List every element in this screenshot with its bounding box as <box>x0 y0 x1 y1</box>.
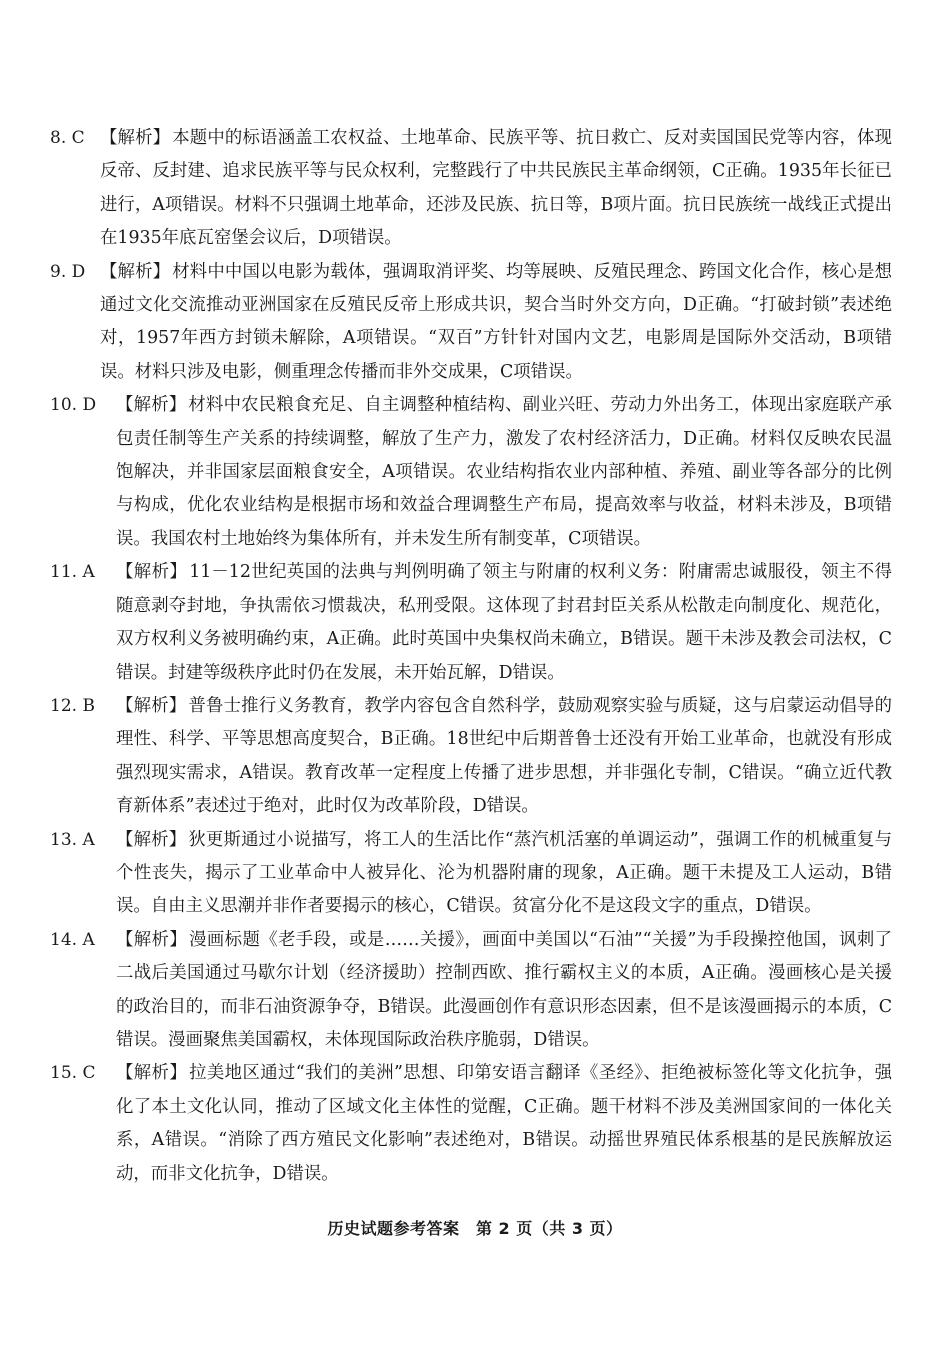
question-number: 14. A <box>50 929 95 950</box>
analysis-tag: 【解析】 <box>100 128 171 148</box>
analysis-tag: 【解析】 <box>100 261 171 282</box>
answer-item-9 <box>50 256 892 390</box>
answer-item-13 <box>50 824 892 924</box>
answer-explanation <box>100 122 892 256</box>
analysis-tag: 【解析】 <box>116 1063 188 1084</box>
question-number: 11. A <box>50 562 95 583</box>
answer-explanation <box>116 556 892 690</box>
analysis-tag: 【解析】 <box>116 929 188 950</box>
answer-item-12 <box>50 690 892 824</box>
question-number: 12. B <box>50 695 95 716</box>
explanation-text: 材料中农民粮食充足、自主调整种植结构、副业兴旺、劳动力外出务工，体现出家庭联产承包责任制等生产关系的持续调整，解放了生产力，激发了农村经济活力，D正确。材料仅反映农民温饱解决，并非国家层面粮食安全，A项错误。农业结构指农业内部种植、养殖、副业等各部分的比例与构成，优化农业结构是根据市场和效益合理调整生产布局，提高效率与收益，材料未涉及，B项错误。我国农村土地始终为集体所有，并未发生所有制变革，C项错误。 <box>116 395 892 549</box>
answer-explanation <box>116 690 892 824</box>
answer-item-8 <box>50 122 892 256</box>
answer-explanation <box>116 1057 892 1191</box>
explanation-text: 本题中的标语涵盖工农权益、土地革命、民族平等、抗日救亡、反对卖国国民党等内容，体现反帝、反封建、追求民族平等与民众权利，完整践行了中共民族民主革命纲领，C正确。1935年长征已进行，A项错误。材料不只强调土地革命，还涉及民族、抗日等，B项片面。抗日民族统一战线正式提出在1935年底瓦窑堡会议后，D项错误。 <box>100 128 892 249</box>
answer-item-14 <box>50 924 892 1058</box>
analysis-tag: 【解析】 <box>116 829 187 850</box>
answer-explanation <box>116 924 892 1058</box>
question-number: 13. A <box>50 829 95 850</box>
question-number: 8. C <box>50 128 85 148</box>
question-number: 15. C <box>50 1063 96 1084</box>
analysis-tag: 【解析】 <box>116 395 187 416</box>
question-number: 10. D <box>50 395 97 416</box>
answer-explanation <box>100 256 892 390</box>
explanation-text: 普鲁士推行义务教育，教学内容包含自然科学，鼓励观察实验与质疑，这与启蒙运动倡导的理性、科学、平等思想高度契合，B正确。18世纪中后期普鲁士还没有开始工业革命，也就没有形成强烈现实需求，A错误。教育改革一定程度上传播了进步思想，并非强化专制，C错误。“确立近代教育新体系”表述过于绝对，此时仅为改革阶段，D错误。 <box>116 695 892 817</box>
explanation-text: 漫画标题《老手段，或是……关援》，画面中美国以“石油”“关援”为手段操控他国，讽刺了二战后美国通过马歇尔计划（经济援助）控制西欧、推行霸权主义的本质，A正确。漫画核心是关援的政治目的，而非石油资源争夺，B错误。此漫画创作有意识形态因素，但不是该漫画揭示的本质，C错误。漫画聚焦美国霸权，未体现国际政治秩序脆弱，D错误。 <box>116 929 892 1050</box>
explanation-text: 狄更斯通过小说描写，将工人的生活比作“蒸汽机活塞的单调运动”，强调工作的机械重复与个性丧失，揭示了工业革命中人被异化、沦为机器附庸的现象，A正确。题干未提及工人运动，B错误。自由主义思潮并非作者要揭示的核心，C错误。贫富分化不是这段文字的重点，D错误。 <box>116 829 892 917</box>
answer-explanation <box>116 389 892 556</box>
analysis-tag: 【解析】 <box>116 695 187 716</box>
explanation-text: 材料中中国以电影为载体，强调取消评奖、均等展映、反殖民理念、跨国文化合作，核心是想通过文化交流推动亚洲国家在反殖民反帝上形成共识，契合当时外交方向，D正确。“打破封锁”表述绝对，1957年西方封锁未解除，A项错误。“双百”方针针对国内文艺，电影周是国际外交活动，B项错误。材料只涉及电影，侧重理念传播而非外交成果，C项错误。 <box>100 261 892 382</box>
answer-item-15 <box>50 1057 892 1191</box>
answer-explanation <box>116 824 892 924</box>
explanation-text: 拉美地区通过“我们的美洲”思想、印第安语言翻译《圣经》、拒绝被标签化等文化抗争，强化了本土文化认同，推动了区域文化主体性的觉醒，C正确。题干材料不涉及美洲国家间的一体化关系，A错误。“消除了西方殖民文化影响”表述绝对，B错误。动摇世界殖民体系根基的是民族解放运动，而非文化抗争，D错误。 <box>116 1063 892 1184</box>
answer-list <box>50 122 892 1191</box>
answer-item-11 <box>50 556 892 690</box>
answer-item-10 <box>50 389 892 556</box>
question-number: 9. D <box>50 261 86 282</box>
analysis-tag: 【解析】 <box>116 562 188 583</box>
page-footer: 历史试题参考答案 第 2 页（共 3 页） <box>327 1219 623 1238</box>
explanation-text: 11－12世纪英国的法典与判例明确了领主与附庸的权利义务：附庸需忠诚服役，领主不得随意剥夺封地，争执需依习惯裁决，私刑受限。这体现了封君封臣关系从松散走向制度化、规范化，双方权利义务被明确约束，A正确。此时英国中央集权尚未确立，B错误。题干未涉及教会司法权，C错误。封建等级秩序此时仍在发展，未开始瓦解，D错误。 <box>116 562 892 683</box>
